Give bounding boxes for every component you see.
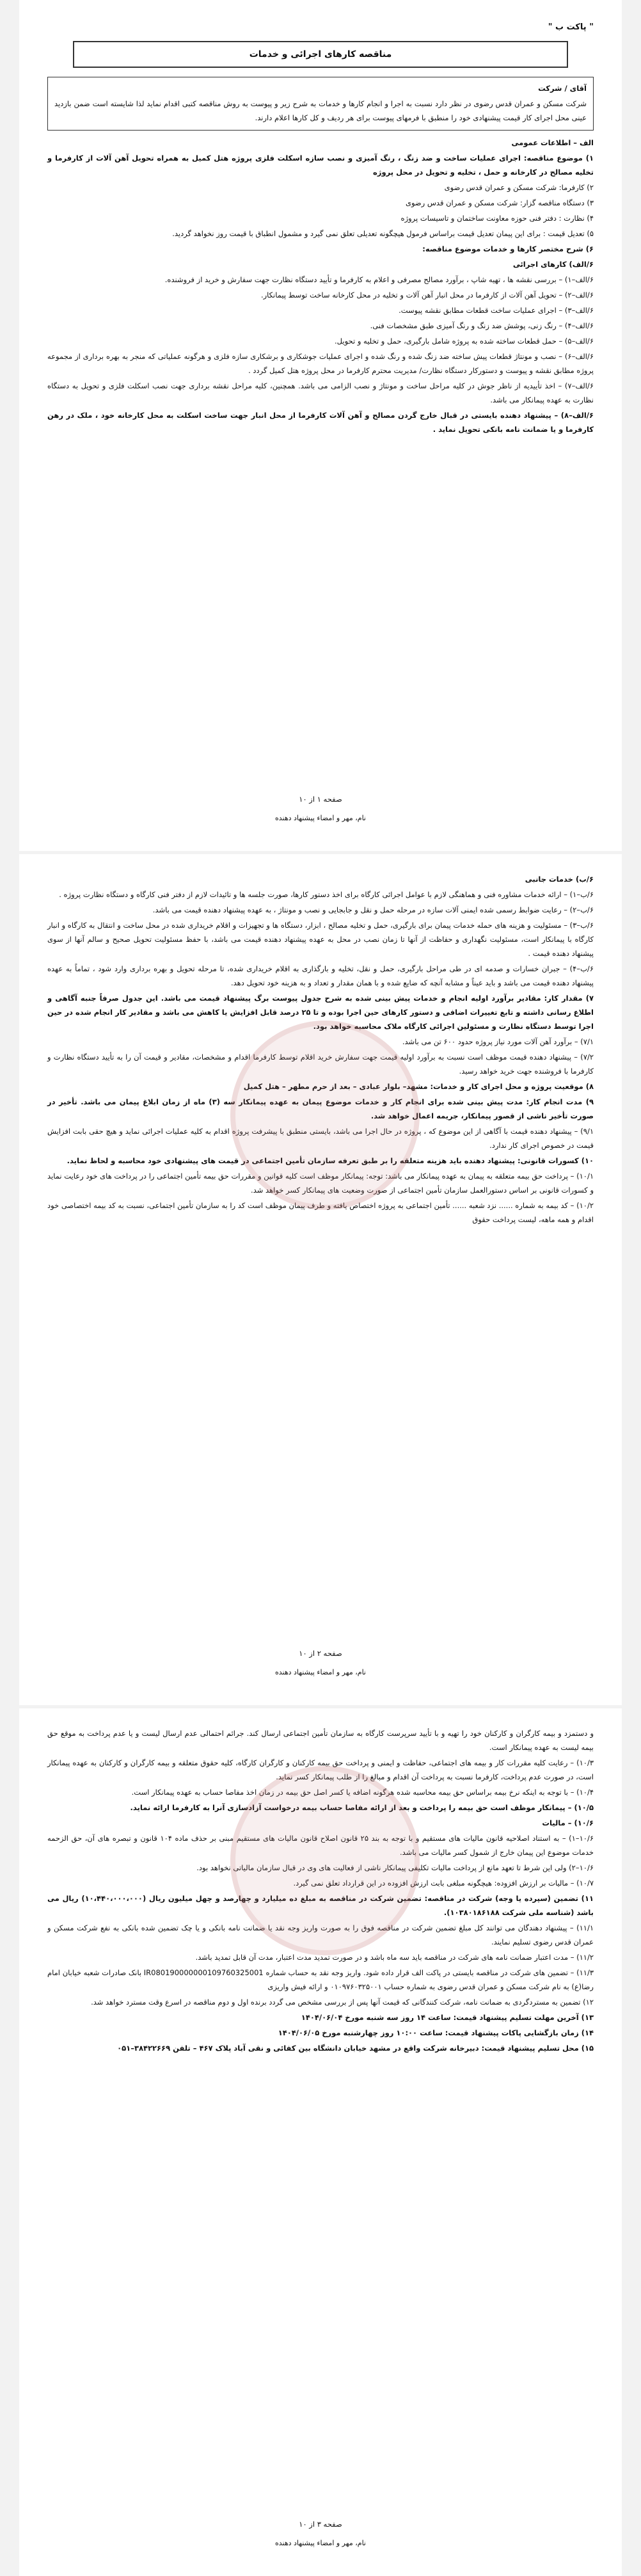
list-item: ۸) موقعیت پروژه و محل اجرای کار و خدمات: مشهد– بلوار عبادی – بعد از حرم مطهر – هتل کمیل bbox=[243, 1082, 594, 1091]
list-item: ۶/الف–۶) – نصب و مونتاژ قطعات پیش ساخته ضد زنگ شده و رنگ شده و اجرای عملیات جوشکاری و برشکاری سازه فلزی و هرگونه عملیاتی که منجر به بهره برداری از مجموعه پروژه مطابق نقشه و پیوست و دستورکار دستگاه نظارت/ مدیریت محترم کارفرما در محل پروژه هتل کمیل گردد . bbox=[47, 352, 594, 375]
list-item: ۹) مدت انجام کار: مدت پیش بینی شده برای انجام کار و خدمات موضوع پیمان به عهده پیمانکار سه (۳) ماه از زمان ابلاغ پیمان می باشد. تأخیر در صورت تأخیر ناشی از قصور پیمانکار، جریمه اعمال خواهد شد. bbox=[47, 1097, 594, 1120]
salutation: آقای / شرکت bbox=[538, 84, 587, 93]
list-item: ۷/۲) – پیشنهاد دهنده قیمت موظف است نسبت به برآورد اولیه قیمت جهت سفارش خرید اقلام توسط کارفرما اقدام و مشخصات، مقادیر و قیمت آن را به تأیید دستگاه نظارت و کارفرما با فروشنده جهت خرید خواهد رسید. bbox=[47, 1053, 594, 1076]
list-item: ۱۰/۵) – پیمانکار موظف است حق بیمه را پرداخت و بعد از ارائه مفاصا حساب بیمه درخواست آزادسازی آنرا به کارفرما ارائه نماید. bbox=[130, 1803, 594, 1812]
list-item: ۱۴) زمان بازگشایی پاکات پیشنهاد قیمت: ساعت ۱۰:۰۰ روز چهارشنبه مورخ ۱۴۰۴/۰۶/۰۵ bbox=[278, 2028, 594, 2037]
executive-works-heading: ۶/الف) کارهای اجرائی bbox=[512, 260, 594, 269]
document-page-2 bbox=[19, 854, 622, 1705]
list-item: ۷) مقدار کار: مقادیر برآورد اولیه انجام و خدمات پیش بینی شده به شرح جدول پیوست برگ پیشنهاد قیمت می باشد. این جدول صرفاً جنبه آگاهی و اطلاع رسانی داشته و تابع تغییرات اضافی و دستور کارهای حین اجرا بوده و تا ۲۵ درصد قابل افزایش یا کاهش می باشد و مقادیر کار انجام شده در حین اجرا توسط دستگاه نظارت و مسئولین اجرائی کارگاه ملاک محاسبه خواهد بود. bbox=[47, 994, 594, 1031]
document-page-3 bbox=[19, 1708, 622, 2576]
list-item: ۶/ب–۴) – جبران خسارات و صدمه ای در طی مراحل بارگیری، حمل و نقل، تخلیه و بارگذاری به اقلام خریداری شده، تا مرحله تحویل و بهره برداری وارد شود ، تماماً به عهده پیشنهاد دهنده قیمت می باشد و باید عیناً و مشابه آنچه که ضایع شده و با همان مقدار و تعداد و به هزینه خود تحویل دهد. bbox=[47, 964, 594, 987]
list-item: ۶/الف–۷) – اخذ تأییدیه از ناظر جوش در کلیه مراحل ساخت و مونتاژ و نصب الزامی می باشد. همچنین، کلیه مراحل نقشه برداری جهت نصب اسکلت فلزی و تحویل به دستگاه نظارت به عهده پیمانکار می باشد. bbox=[47, 381, 594, 404]
list-item: ۱۱/۳) – تضمین های شرکت در مناقصه بایستی در پاکت الف قرار داده شود. واریز وجه نقد به حساب شماره IR080190000000109760325001 بانک صادرات شعبه خیابان امام رضا(ع) به نام شرکت مسکن و عمران قدس رضوی به شماره حساب ۰۱۰۹۷۶۰۳۲۵۰۰۱ و ارائه فیش واریزی bbox=[47, 1968, 594, 1991]
scope-heading: ۶) شرح مختصر کارها و خدمات موضوع مناقصه: bbox=[422, 244, 594, 253]
document-page-1 bbox=[19, 0, 622, 851]
list-item: ۱۵) محل تسلیم پیشنهاد قیمت: دبیرخانه شرکت واقع در مشهد خیابان دانشگاه بین کفائی و نقی آباد پلاک ۴۶۷ – تلفن ۳۸۴۲۲۶۶۹–۰۵۱ bbox=[117, 2044, 594, 2053]
list-item: ۹/۱) – پیشنهاد دهنده قیمت با آگاهی از این موضوع که ، پروژه در حال اجرا می باشد، بایستی منطبق با پیشرفت پروژه اقدام به کلیه عملیات اجرائی نماید و هیچ حقی بابت افزایش قیمت در خصوص اجرای کار ندارد. bbox=[47, 1127, 594, 1150]
list-item: و دستمزد و بیمه کارگران و کارکنان خود را تهیه و با تأیید سرپرست کارگاه به سازمان تأمین اجتماعی ارسال کند. جرائم احتمالی عدم ارسال لیست و یا عدم پرداخت به موقع حق بیمه لیست به عهده پیمانکار است. bbox=[47, 1729, 594, 1752]
list-item: ۱۰) کسورات قانونی: پیشنهاد دهنده باید هزینه متعلقه را بر طبق تعرفه سازمان تأمین اجتماعی در قیمت های پیشنهادی خود محاسبه و لحاظ نماید. bbox=[67, 1156, 594, 1165]
document-title: مناقصه کارهای اجرائی و خدمات bbox=[73, 41, 568, 68]
list-item: ۶/الف–۸) – پیشنهاد دهنده بایستی در قبال خارج گردن مصالح و آهن آلات کارفرما از محل انبار جهت ساخت اسکلت به محل کارخانه خود ، ملک در رهن کارفرما و یا ضمانت نامه بانکی تحویل نماید . bbox=[47, 411, 594, 434]
list-item: ۱۰/۳) – رعایت کلیه مقررات کار و بیمه های اجتماعی، حفاظت و ایمنی و پرداخت حق بیمه کارکنان و کارگران کارگاه، کلیه حقوق متعلقه و بیمه کارگران و کارکنان به عهده پیمانکار است، در صورت عدم پرداخت، کارفرما نسبت به پرداخت آن اقدام و مبالغ را از طلب پیمانکار کسر نماید. bbox=[47, 1758, 594, 1781]
intro-box bbox=[47, 77, 594, 131]
envelope-header: " پاکت ب " bbox=[548, 22, 594, 32]
list-item: ۱۰/۱) – پرداخت حق بیمه متعلقه به پیمان به عهده پیمانکار می باشد: توجه: پیمانکار موظف است کلیه قوانین و مقررات حق بیمه تأمین اجتماعی را در پرداخت های خود رعایت نماید و کسورات قانونی بر اساس دستورالعمل سازمان تأمین اجتماعی از صورت وضعیت های پیمانکار کسر خواهد شد. bbox=[47, 1172, 594, 1195]
signature-line: نام، مهر و امضاء پیشنهاد دهنده bbox=[274, 2539, 366, 2547]
list-item: ۶/الف–۴) – رنگ زنی، پوشش ضد زنگ و رنگ آمیزی طبق مشخصات فنی. bbox=[370, 321, 594, 330]
watermark-stamp bbox=[230, 1021, 420, 1210]
watermark-stamp bbox=[230, 1766, 420, 1955]
list-item: ۱۳) آخرین مهلت تسلیم پیشنهاد قیمت: ساعت ۱۴ روز سه شنبه مورخ ۱۴۰۴/۰۶/۰۴ bbox=[301, 2013, 594, 2022]
price-adjustment-line: ۵) تعدیل قیمت : برای این پیمان تعدیل قیمت براساس فرمول هیچگونه تعدیلی تعلق نمی گیرد و مشمول انطباق با قیمت روز نخواهد گردید. bbox=[172, 229, 594, 238]
list-item: ۱۰/۶) – مالیات bbox=[542, 1818, 594, 1827]
tender-subject: ۱) موضوع مناقصه: اجرای عملیات ساخت و ضد زنگ ، رنگ آمیزی و نصب سازه اسکلت فلزی پروژه هتل کمیل به همراه تحویل آهن آلات از کارفرما و تخلیه مصالح در کارخانه و حمل ، تخلیه و تحویل در محل پروژه bbox=[47, 154, 594, 177]
list-item: ۶/الف–۳) – اجرای عملیات ساخت قطعات مطابق نقشه پیوست. bbox=[399, 306, 594, 315]
side-services-heading: ۶/ب) خدمات جانبی bbox=[525, 875, 594, 884]
page-number: صفحه ۱ از ۱۰ bbox=[299, 795, 342, 804]
list-item: ۱۰/۶–۲) ولی این شرط تا تعهد مانع از پرداخت مالیات تکلیفی پیمانکار ناشی از فعالیت های وی در قبال سازمان مالیاتی نخواهد بود. bbox=[196, 1863, 594, 1872]
list-item: ۱۲) تضمین به مستردگردی به ضمانت نامه، شرکت کنندگانی که قیمت آنها پس از بررسی مشخص می گردد برنده اول و دوم مناقصه در اسرع وقت مسترد خواهد شد. bbox=[91, 1998, 594, 2007]
page-number: صفحه ۲ از ۱۰ bbox=[299, 1649, 342, 1658]
list-item: ۱۰/۷) – مالیات بر ارزش افزوده: هیچگونه مبلغی بابت ارزش افزوده در این قرارداد تعلق نمی گیرد. bbox=[293, 1879, 594, 1888]
signature-line: نام، مهر و امضاء پیشنهاد دهنده bbox=[274, 814, 366, 822]
list-item: ۶/ب–۳) – مسئولیت و هزینه های حمله خدمات پیمان برای بارگیری، حمل و تخلیه مصالح ، ابزار، دستگاه ها و تجهیزات و اقلام خریداری شده در محل ساخت و انتقال به کارگاه و انبار کارگاه با پیمانکار است، مسئولیت نگهداری و حفاظت از آنها تا زمان نصب در محل به عهده پیشنهاد دهنده قیمت می باشد، با حفظ مسئولیت تحویل صحیح و سالم آنها از سوی پیشنهاد دهنده قیمت . bbox=[47, 921, 594, 958]
list-item: ۶/الف–۱) – بررسی نقشه ها ، تهیه شاپ ، برآورد مصالح مصرفی و اعلام به کارفرما و تأیید دستگاه نظارت جهت سفارش و خرید از فروشنده. bbox=[164, 275, 594, 284]
list-item: ۶/ب–۲) – رعایت ضوابط رسمی شده ایمنی آلات سازه در مرحله حمل و نقل و جابجایی و نصب و مونتاژ ، به عهده پیشنهاد دهنده قیمت می باشد. bbox=[152, 905, 594, 914]
list-item: ۱۰/۴) – با توجه به اینکه نرخ بیمه براساس حق بیمه محاسبه شده هرگونه اضافه یا کسر اصل حق بیمه در زمان اخذ مفاصا حساب به عهده پیمانکار است. bbox=[131, 1788, 594, 1797]
list-item: ۱۰/۶–۱) – به استناد اصلاحیه قانون مالیات های مستقیم و با توجه به بند ۲۵ قانون اصلاح قانون مالیات های مستقیم مبنی بر حذف ماده ۱۰۴ قانون و تبصره های آن، حق الزحمه خدمات موضوع این پیمان خارج از شمول کسر مالیات می باشد. bbox=[47, 1834, 594, 1857]
supervision-line: ۴) نظارت : دفتر فنی حوزه معاونت ساختمان و تاسیسات پروژه bbox=[400, 214, 594, 223]
list-item: ۶/ب–۱) – ارائه خدمات مشاوره فنی و هماهنگی لازم با عوامل اجرائی کارگاه برای اخذ دستور کارها، صورت جلسه ها و تائیدات لازم از دفتر فنی کارگاه و دستگاه نظارت پروژه . bbox=[59, 890, 594, 899]
list-item: ۶/الف–۲) – تحویل آهن آلات از کارفرما در محل انبار آهن آلات و تخلیه در محل کارخانه ساخت توسط پیمانکار. bbox=[260, 290, 594, 299]
page-number: صفحه ۳ از ۱۰ bbox=[299, 2520, 342, 2529]
list-item: ۱۰/۲) – کد بیمه به شماره ...... نزد شعبه ...... تأمین اجتماعی به پروژه اختصاص یافته و طرف پیمان موظف است کد را به سازمان تأمین اجتماعی، نسبت به کد بیمه اختصاصی خود اقدام و همه ماهه، لیست پرداخت حقوق bbox=[47, 1201, 594, 1224]
list-item: ۶/الف–۵) – حمل قطعات ساخته شده به پروژه شامل بارگیری، حمل و تخلیه و تحویل. bbox=[335, 337, 594, 346]
list-item: ۱۱/۱) – پیشنهاد دهندگان می توانند کل مبلغ تضمین شرکت در مناقصه فوق را به صورت واریز وجه نقد یا ضمانت نامه بانکی و یا چک تضمین شده بانکی به نفع شرکت مسکن و عمران قدس رضوی تسلیم نمایند. bbox=[47, 1923, 594, 1946]
list-item: ۷/۱) – برآورد آهن آلات مورد نیاز پروژه حدود ۶۰۰ تن می باشد. bbox=[402, 1037, 594, 1046]
list-item: ۱۱/۲) – مدت اعتبار ضمانت نامه های شرکت در مناقصه باید سه ماه باشد و در صورت تمدید مدت اعتبار، مدت آن قابل تمدید باشد. bbox=[195, 1953, 594, 1962]
list-item: ۱۱) تضمین (سپرده یا وجه) شرکت در مناقصه: تضمین شرکت در مناقصه به مبلغ ده میلیارد و چهارصد و چهل میلیون ریال (۱۰،۴۴۰،۰۰۰،۰۰۰) ریال می باشد (شناسه ملی شرکت ۱۰۳۸۰۱۸۶۱۸۸). bbox=[47, 1894, 594, 1917]
tender-organizer-line: ۳) دستگاه مناقصه گزار: شرکت مسکن و عمران قدس رضوی bbox=[405, 198, 594, 207]
signature-line: نام، مهر و امضاء پیشنهاد دهنده bbox=[274, 1668, 366, 1676]
section-a-heading: الف – اطلاعات عمومی bbox=[511, 138, 594, 147]
employer-line: ۲) کارفرما: شرکت مسکن و عمران قدس رضوی bbox=[444, 183, 594, 192]
intro-text: شرکت مسکن و عمران قدس رضوی در نظر دارد نسبت به اجرا و انجام کارها و خدمات به شرح زیر و پیوست به روش مناقصه کتبی اقدام نماید لذا شایسته است ضمن بازدید عینی محل اجرای کار قیمت پیشنهادی خود را منطبق با فرمهای پیوست برای هر ردیف و کل کارها اعلام دارند. bbox=[54, 99, 587, 122]
